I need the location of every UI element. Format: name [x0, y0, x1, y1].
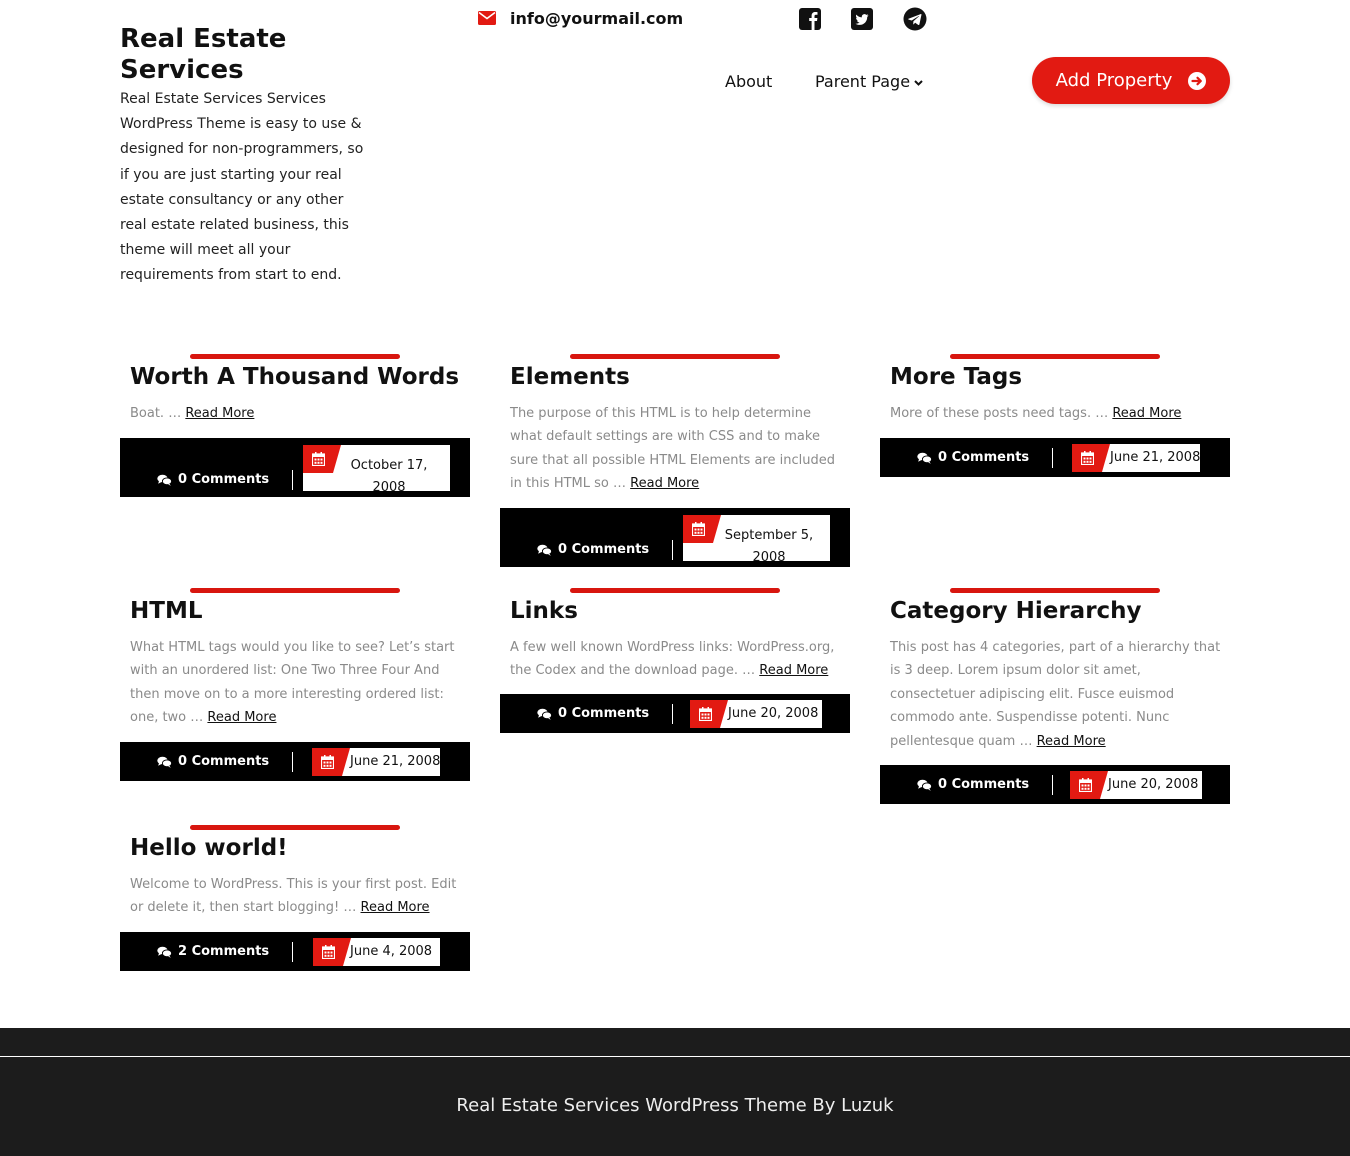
add-property-button[interactable]: [1032, 57, 1230, 104]
post-title[interactable]: Links: [510, 598, 578, 624]
post-meta-bar: [880, 438, 1230, 477]
post-accent-bar: [570, 588, 780, 593]
read-more-link[interactable]: Read More: [759, 663, 829, 679]
post-date[interactable]: [303, 445, 450, 495]
calendar-badge: [303, 445, 333, 473]
calendar-icon: [1079, 778, 1092, 792]
read-more-link[interactable]: Read More: [207, 710, 277, 726]
comments-count: 0 Comments: [178, 754, 270, 769]
facebook-icon[interactable]: [798, 7, 822, 31]
post-accent-bar: [190, 354, 400, 359]
comments-icon: [537, 708, 552, 720]
post-meta-bar: [120, 438, 470, 497]
calendar-icon: [321, 755, 334, 769]
comments-count: 0 Comments: [938, 777, 1030, 792]
comments-count: 2 Comments: [178, 944, 270, 959]
calendar-icon: [692, 522, 705, 536]
post-date[interactable]: [1070, 771, 1202, 799]
post-meta-bar: [120, 932, 470, 971]
post-date-text: June 20, 2008: [728, 706, 819, 721]
post-excerpt-text: Welcome to WordPress. This is your first post. Edit or delete it, then start blogging! …: [130, 877, 457, 916]
read-more-link[interactable]: Read More: [185, 406, 255, 421]
post-excerpt-text: This post has 4 categories, part of a hierarchy that is 3 deep. Lorem ipsum dolor sit amet, consectetuer adipiscing elit. Fusce euismod commodo ante. Suspendisse potenti. Nunc pellentesque quam …: [890, 640, 1221, 749]
footer-credit[interactable]: Real Estate Services WordPress Theme By Luzuk: [456, 1095, 894, 1116]
calendar-icon: [322, 945, 335, 959]
post-excerpt: [890, 636, 1226, 753]
post-excerpt: [510, 402, 846, 496]
post-date[interactable]: [683, 515, 830, 565]
post-accent-bar: [190, 588, 400, 593]
calendar-icon: [1081, 451, 1094, 465]
post-comments[interactable]: [157, 754, 269, 769]
comments-count: 0 Comments: [558, 706, 650, 721]
header-email[interactable]: [478, 7, 683, 29]
post-title[interactable]: More Tags: [890, 364, 1023, 390]
comments-count: 0 Comments: [938, 450, 1030, 465]
read-more-link[interactable]: Read More: [360, 900, 430, 916]
comments-count: 0 Comments: [178, 472, 270, 487]
post-date-text: September 5, 2008: [724, 528, 814, 565]
calendar-icon: [699, 707, 712, 721]
comments-icon: [537, 544, 552, 556]
post-title[interactable]: Category Hierarchy: [890, 598, 1142, 624]
comments-icon: [917, 779, 932, 791]
post-excerpt-text: What HTML tags would you like to see? Let’s start with an unordered list: One Two Three Four And then move on to a more interesting ordered list: one, two …: [130, 640, 455, 726]
meta-separator: [292, 752, 293, 772]
calendar-badge: [312, 748, 342, 776]
chevron-down-icon: [914, 80, 923, 86]
calendar-badge: [313, 938, 343, 966]
comments-count: 0 Comments: [558, 542, 650, 557]
envelope-icon: [478, 11, 496, 25]
add-property-label: Add Property: [1055, 70, 1173, 91]
post-date[interactable]: [1072, 444, 1200, 472]
post-excerpt: [130, 402, 466, 425]
meta-separator: [1052, 448, 1053, 468]
post-comments[interactable]: [537, 542, 649, 557]
post-accent-bar: [190, 825, 400, 830]
post-comments[interactable]: [157, 472, 269, 487]
comments-icon: [157, 946, 172, 958]
post-accent-bar: [950, 354, 1160, 359]
meta-separator: [292, 942, 293, 962]
post-title[interactable]: Worth A Thousand Words: [130, 364, 460, 390]
nav-parent-page[interactable]: [815, 72, 923, 91]
post-excerpt: [130, 636, 466, 730]
post-accent-bar: [570, 354, 780, 359]
meta-separator: [672, 704, 673, 724]
nav-parent-page-label: Parent Page: [815, 72, 911, 91]
meta-separator: [292, 470, 293, 490]
footer: [0, 1057, 1350, 1156]
read-more-link[interactable]: Read More: [1036, 733, 1106, 749]
calendar-badge: [683, 515, 713, 543]
post-accent-bar: [950, 588, 1160, 593]
post-date[interactable]: [690, 700, 822, 728]
post-title[interactable]: HTML: [130, 598, 203, 624]
post-excerpt-text: Boat. …: [130, 406, 182, 421]
post-excerpt: [890, 402, 1226, 425]
post-excerpt: [510, 636, 846, 683]
post-date[interactable]: [313, 938, 440, 966]
post-comments[interactable]: [917, 450, 1029, 465]
post-date-text: June 21, 2008: [350, 754, 441, 769]
arrow-circle-right-icon: [1188, 72, 1206, 90]
post-date-text: October 17, 2008: [350, 458, 428, 495]
meta-separator: [1052, 775, 1053, 795]
post-excerpt-text: The purpose of this HTML is to help determine what default settings are with CSS and to make sure that all possible HTML Elements are included in this HTML so …: [510, 406, 835, 492]
post-excerpt: [130, 873, 466, 920]
calendar-icon: [312, 452, 325, 466]
calendar-badge: [1072, 444, 1102, 472]
post-excerpt-text: A few well known WordPress links: WordPress.org, the Codex and the download page. …: [510, 640, 835, 679]
calendar-badge: [690, 700, 720, 728]
post-date-text: June 21, 2008: [1110, 450, 1201, 465]
post-meta-bar: [880, 765, 1230, 804]
calendar-badge: [1070, 771, 1100, 799]
post-meta-bar: [500, 508, 850, 567]
comments-icon: [157, 756, 172, 768]
post-excerpt-text: More of these posts need tags. …: [890, 406, 1109, 421]
read-more-link[interactable]: Read More: [630, 476, 700, 492]
post-title[interactable]: Elements: [510, 364, 630, 390]
post-meta-bar: [120, 742, 470, 781]
comments-icon: [157, 474, 172, 486]
comments-icon: [917, 452, 932, 464]
twitter-icon[interactable]: [850, 7, 874, 31]
post-title[interactable]: Hello world!: [130, 835, 288, 861]
site-description: Real Estate Services Services WordPress Theme is easy to use & designed for non-programmers, so if you are just starting your real estate consultancy or any other real estate related business, this theme will meet all your requirements from start to end.: [120, 91, 364, 284]
read-more-link[interactable]: Read More: [1112, 406, 1182, 421]
post-date[interactable]: [312, 748, 440, 776]
site-title[interactable]: Real Estate Services: [120, 24, 287, 85]
footer-top-bar: [0, 1028, 1350, 1056]
telegram-icon[interactable]: [903, 7, 927, 31]
email-link[interactable]: info@yourmail.com: [510, 8, 684, 28]
post-meta-bar: [500, 694, 850, 733]
post-date-text: June 4, 2008: [350, 944, 433, 959]
post-comments[interactable]: [157, 944, 269, 959]
nav-about[interactable]: About: [725, 72, 773, 91]
post-comments[interactable]: [917, 777, 1029, 792]
post-comments[interactable]: [537, 706, 649, 721]
post-date-text: June 20, 2008: [1108, 777, 1199, 792]
meta-separator: [672, 540, 673, 560]
